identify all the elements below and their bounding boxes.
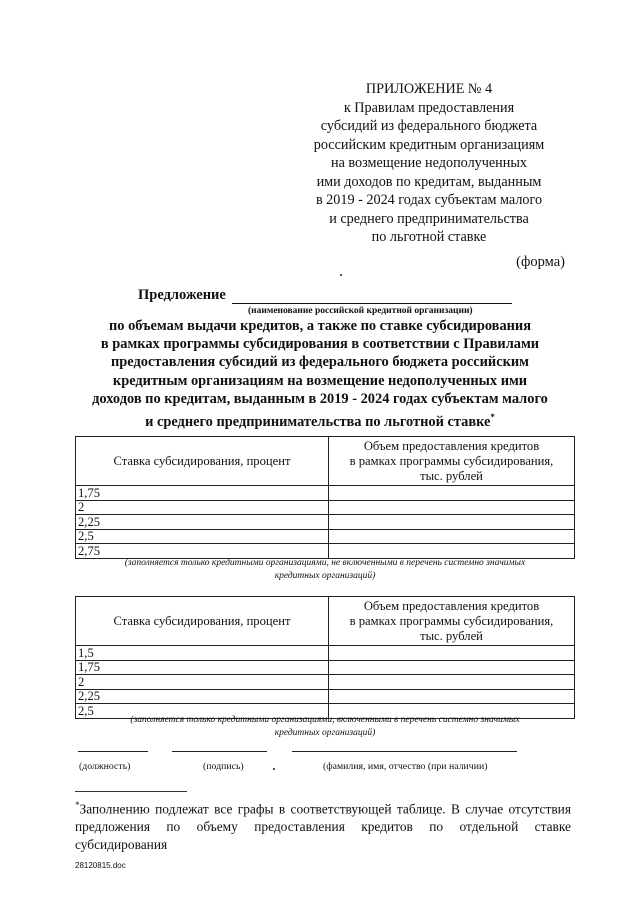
appendix-line: к Правилам предоставления (343, 99, 515, 116)
organization-name-hint: (наименование российской кредитной организации) (248, 306, 473, 316)
rate-cell: 2,5 (76, 529, 329, 544)
note-line: кредитных организаций) (274, 571, 376, 581)
appendix-line: в 2019 - 2024 годах субъектам малого (315, 192, 543, 208)
rate-cell: 1,75 (76, 660, 329, 675)
proposal-word: Предложение (138, 287, 226, 303)
position-line[interactable] (78, 751, 148, 752)
footnote-text: Заполнению подлежат все графы в соответствующей таблице. В случае отсутствия (79, 801, 571, 817)
table-row (76, 544, 575, 559)
rate-cell: 2 (76, 675, 329, 690)
volume-header-line: в рамках программы субсидирования, (349, 453, 554, 468)
footnote-line: предложения по объему предоставления кредитов по отдельной ставке субсидирования (75, 819, 571, 853)
volume-cell[interactable] (329, 486, 575, 501)
note-line: кредитных организаций) (274, 728, 376, 738)
footnote-marker: * (490, 412, 495, 423)
volume-cell[interactable] (329, 529, 575, 544)
table-row (76, 646, 575, 661)
rate-cell: 1,5 (76, 646, 329, 661)
appendix-line: на возмещение недополученных (331, 155, 527, 171)
rate-cell: 2,25 (76, 515, 329, 530)
footnote-mark: * (75, 800, 80, 810)
appendix-line: российским кредитным организациям (313, 136, 545, 153)
appendix-title: ПРИЛОЖЕНИЕ № 4 (365, 81, 493, 97)
signature-line[interactable] (172, 751, 267, 752)
footnote (75, 796, 571, 854)
subject-line: кредитным организациям на возмещение недополученных ими (112, 372, 528, 389)
scan-speck (340, 274, 342, 276)
volume-cell[interactable] (329, 544, 575, 559)
appendix-line: по льготной ставке (371, 229, 487, 245)
volume-cell[interactable] (329, 689, 575, 704)
appendix-header (300, 80, 558, 247)
footnote-divider (75, 791, 187, 792)
table-row (76, 689, 575, 704)
subject-line: доходов по кредитам, выданным в 2019 - 2024 годах субъектам малого (92, 390, 548, 407)
form-label: (форма) (516, 254, 565, 270)
subject-line: предоставления субсидий из федерального бюджета российским (111, 354, 529, 371)
table-row (76, 675, 575, 690)
table-row (76, 500, 575, 515)
full-name-line[interactable] (292, 751, 517, 752)
note-line: (заполняется только кредитными организациями, включенными в перечень системно значимых (130, 715, 520, 725)
full-name-label: (фамилия, имя, отчество (при наличии) (323, 761, 488, 772)
footnote-line (75, 796, 571, 818)
rate-cell: 1,75 (76, 486, 329, 501)
volume-header-line: Объем предоставления кредитов (363, 438, 540, 453)
table-row (76, 660, 575, 675)
volume-cell[interactable] (329, 500, 575, 515)
signature-label: (подпись) (203, 761, 244, 772)
rate-cell: 2,75 (76, 544, 329, 559)
appendix-line: и среднего предпринимательства (329, 210, 529, 227)
organization-name-blank[interactable] (232, 291, 512, 304)
volume-column-header (329, 597, 575, 646)
rate-cell: 2,5 (76, 704, 329, 719)
volume-cell[interactable] (329, 675, 575, 690)
proposal-subject (75, 317, 565, 431)
rates-table-non-systemic (75, 436, 575, 559)
volume-cell[interactable] (329, 646, 575, 661)
subject-line (75, 408, 565, 431)
rate-column-header: Ставка субсидирования, процент (76, 597, 329, 646)
rate-column-header: Ставка субсидирования, процент (76, 437, 329, 486)
volume-cell[interactable] (329, 660, 575, 675)
table-row (76, 515, 575, 530)
volume-cell[interactable] (329, 515, 575, 530)
rates-table-systemic (75, 596, 575, 719)
scan-speck (273, 768, 275, 770)
proposal-heading (138, 287, 512, 304)
volume-header-line: в рамках программы субсидирования, (349, 613, 554, 628)
rate-cell: 2,25 (76, 689, 329, 704)
table-header-row (76, 597, 575, 646)
volume-column-header (329, 437, 575, 486)
table2-note (75, 714, 575, 740)
table1-note (75, 557, 575, 583)
subject-line: по объемам выдачи кредитов, а также по ставке субсидирования (108, 318, 532, 334)
subject-line-text: и среднего предпринимательства по льготной ставке (145, 413, 491, 430)
subject-line: в рамках программы субсидирования в соответствии с Правилами (100, 336, 540, 353)
table-row (76, 529, 575, 544)
table-row (76, 486, 575, 501)
volume-header-line: тыс. рублей (420, 628, 483, 643)
rate-cell: 2 (76, 500, 329, 515)
volume-header-line: Объем предоставления кредитов (363, 598, 540, 613)
table-header-row (76, 437, 575, 486)
note-line: (заполняется только кредитными организациями, не включенными в перечень системно значимых (124, 558, 526, 568)
volume-header-line: тыс. рублей (420, 468, 483, 483)
appendix-line: ими доходов по кредитам, выданным (316, 173, 542, 190)
appendix-line: субсидий из федерального бюджета (320, 118, 538, 134)
position-label: (должность) (79, 761, 131, 772)
document-id: 28120815.doc (75, 861, 126, 870)
